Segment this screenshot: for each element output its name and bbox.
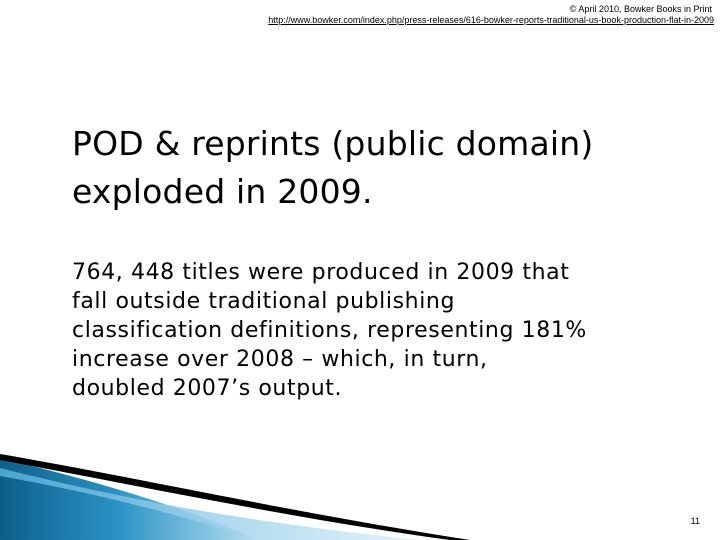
source-link[interactable]: http://www.bowker.com/index.php/press-releases/616-bowker-reports-traditional-us-book-production-flat-in-2009 xyxy=(268,15,714,25)
slide-title xyxy=(72,120,692,216)
slide-body xyxy=(72,258,692,403)
body-line-5: doubled 2007’s output. xyxy=(72,376,343,401)
body-line-1: 764, 448 titles were produced in 2009 that xyxy=(72,260,570,285)
body-line-4: increase over 2008 – which, in turn, xyxy=(72,347,488,372)
slide-number: 11 xyxy=(690,516,700,526)
copyright-notice: © April 2010, Bowker Books in Print xyxy=(569,4,712,14)
body-line-2: fall outside traditional publishing xyxy=(72,289,456,314)
body-line-3: classification definitions, representing 181% xyxy=(72,318,587,343)
decorative-swoosh xyxy=(0,440,720,540)
title-line-2: exploded in 2009. xyxy=(72,172,373,211)
title-line-1: POD & reprints (public domain) xyxy=(72,124,594,163)
